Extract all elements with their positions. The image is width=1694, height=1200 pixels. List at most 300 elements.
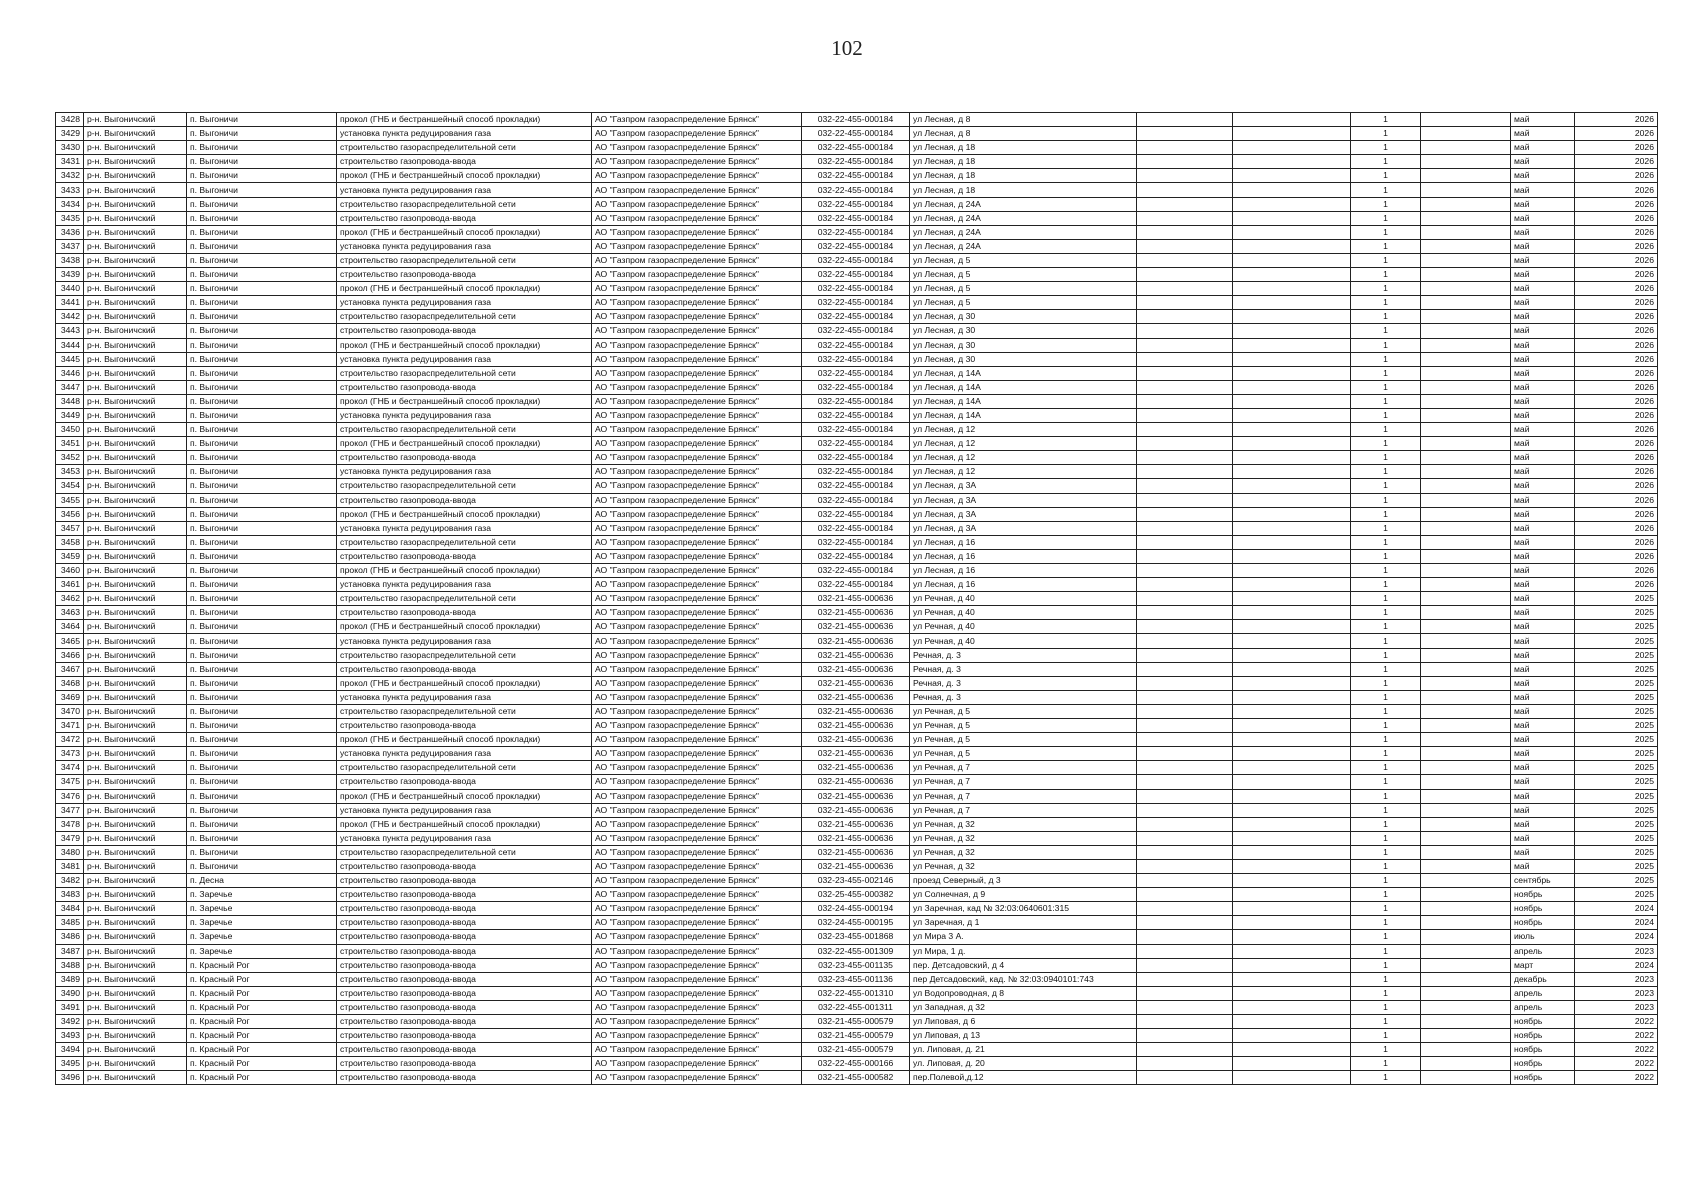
cell-work: установка пункта редуцирования газа	[337, 408, 592, 422]
cell-settlement: п. Выгоничи	[187, 507, 337, 521]
cell-extra2	[1233, 423, 1351, 437]
cell-extra3	[1421, 380, 1511, 394]
cell-num: 3466	[56, 648, 84, 662]
cell-year: 2026	[1575, 380, 1658, 394]
cell-extra1	[1137, 606, 1233, 620]
cell-num: 3495	[56, 1057, 84, 1071]
cell-extra3	[1421, 733, 1511, 747]
cell-year: 2025	[1575, 888, 1658, 902]
cell-district: р-н. Выгоничский	[84, 408, 187, 422]
table-row	[56, 1057, 1658, 1071]
cell-code: 032-23-455-001136	[802, 972, 910, 986]
cell-year: 2026	[1575, 155, 1658, 169]
cell-month: май	[1511, 268, 1575, 282]
cell-address: ул Лесная, д 8	[910, 113, 1137, 127]
cell-year: 2026	[1575, 338, 1658, 352]
cell-year: 2026	[1575, 268, 1658, 282]
cell-work: установка пункта редуцирования газа	[337, 747, 592, 761]
cell-num: 3468	[56, 676, 84, 690]
cell-address: ул Лесная, д 14А	[910, 366, 1137, 380]
cell-org: АО "Газпром газораспределение Брянск"	[592, 704, 802, 718]
table-row	[56, 676, 1658, 690]
cell-extra1	[1137, 958, 1233, 972]
cell-address: ул Лесная, д 30	[910, 310, 1137, 324]
cell-month: май	[1511, 169, 1575, 183]
cell-qty: 1	[1351, 747, 1421, 761]
cell-extra2	[1233, 817, 1351, 831]
cell-year: 2026	[1575, 465, 1658, 479]
cell-qty: 1	[1351, 535, 1421, 549]
cell-district: р-н. Выгоничский	[84, 338, 187, 352]
cell-extra1	[1137, 451, 1233, 465]
cell-org: АО "Газпром газораспределение Брянск"	[592, 493, 802, 507]
cell-extra1	[1137, 775, 1233, 789]
cell-month: ноябрь	[1511, 1029, 1575, 1043]
cell-num: 3476	[56, 789, 84, 803]
cell-extra1	[1137, 253, 1233, 267]
cell-work: установка пункта редуцирования газа	[337, 127, 592, 141]
cell-extra3	[1421, 930, 1511, 944]
cell-qty: 1	[1351, 789, 1421, 803]
cell-work: строительство газопровода-ввода	[337, 972, 592, 986]
cell-num: 3489	[56, 972, 84, 986]
cell-extra3	[1421, 324, 1511, 338]
cell-district: р-н. Выгоничский	[84, 1029, 187, 1043]
cell-month: май	[1511, 549, 1575, 563]
cell-org: АО "Газпром газораспределение Брянск"	[592, 972, 802, 986]
cell-district: р-н. Выгоничский	[84, 564, 187, 578]
cell-year: 2026	[1575, 127, 1658, 141]
cell-code: 032-21-455-000636	[802, 817, 910, 831]
cell-settlement: п. Выгоничи	[187, 803, 337, 817]
cell-district: р-н. Выгоничский	[84, 859, 187, 873]
cell-extra1	[1137, 564, 1233, 578]
cell-extra3	[1421, 479, 1511, 493]
table-row	[56, 747, 1658, 761]
cell-month: май	[1511, 493, 1575, 507]
cell-qty: 1	[1351, 282, 1421, 296]
table-row	[56, 493, 1658, 507]
cell-extra2	[1233, 874, 1351, 888]
cell-qty: 1	[1351, 1029, 1421, 1043]
cell-work: строительство газопровода-ввода	[337, 1057, 592, 1071]
cell-extra3	[1421, 1015, 1511, 1029]
cell-num: 3442	[56, 310, 84, 324]
cell-work: прокол (ГНБ и бестраншейный способ прокладки)	[337, 620, 592, 634]
cell-num: 3453	[56, 465, 84, 479]
cell-year: 2025	[1575, 648, 1658, 662]
cell-code: 032-23-455-002146	[802, 874, 910, 888]
cell-code: 032-21-455-000636	[802, 719, 910, 733]
cell-district: р-н. Выгоничский	[84, 366, 187, 380]
cell-qty: 1	[1351, 1057, 1421, 1071]
cell-month: май	[1511, 789, 1575, 803]
cell-extra3	[1421, 437, 1511, 451]
cell-code: 032-22-455-000184	[802, 324, 910, 338]
cell-extra3	[1421, 183, 1511, 197]
cell-year: 2025	[1575, 859, 1658, 873]
cell-month: май	[1511, 817, 1575, 831]
cell-settlement: п. Выгоничи	[187, 394, 337, 408]
cell-month: май	[1511, 225, 1575, 239]
cell-year: 2026	[1575, 423, 1658, 437]
cell-address: ул Лесная, д 5	[910, 282, 1137, 296]
cell-settlement: п. Выгоничи	[187, 169, 337, 183]
cell-address: ул Лесная, д 30	[910, 352, 1137, 366]
cell-settlement: п. Выгоничи	[187, 775, 337, 789]
table-row	[56, 451, 1658, 465]
cell-year: 2025	[1575, 620, 1658, 634]
cell-qty: 1	[1351, 874, 1421, 888]
cell-extra1	[1137, 578, 1233, 592]
cell-district: р-н. Выгоничский	[84, 690, 187, 704]
cell-qty: 1	[1351, 338, 1421, 352]
cell-month: май	[1511, 831, 1575, 845]
cell-num: 3456	[56, 507, 84, 521]
cell-extra2	[1233, 310, 1351, 324]
cell-extra2	[1233, 592, 1351, 606]
table-row	[56, 352, 1658, 366]
cell-qty: 1	[1351, 197, 1421, 211]
cell-extra3	[1421, 704, 1511, 718]
cell-extra2	[1233, 521, 1351, 535]
cell-code: 032-22-455-000184	[802, 197, 910, 211]
cell-extra3	[1421, 874, 1511, 888]
cell-code: 032-21-455-000636	[802, 592, 910, 606]
cell-work: установка пункта редуцирования газа	[337, 578, 592, 592]
cell-extra2	[1233, 789, 1351, 803]
table-row	[56, 817, 1658, 831]
cell-num: 3452	[56, 451, 84, 465]
cell-year: 2026	[1575, 324, 1658, 338]
cell-year: 2022	[1575, 1071, 1658, 1085]
cell-month: май	[1511, 775, 1575, 789]
cell-month: май	[1511, 282, 1575, 296]
cell-settlement: п. Выгоничи	[187, 225, 337, 239]
cell-settlement: п. Выгоничи	[187, 479, 337, 493]
cell-code: 032-21-455-000636	[802, 648, 910, 662]
cell-extra2	[1233, 268, 1351, 282]
cell-work: строительство газопровода-ввода	[337, 211, 592, 225]
cell-extra1	[1137, 211, 1233, 225]
cell-extra2	[1233, 733, 1351, 747]
cell-extra2	[1233, 141, 1351, 155]
cell-org: АО "Газпром газораспределение Брянск"	[592, 690, 802, 704]
cell-address: ул Речная, д 32	[910, 859, 1137, 873]
table-row	[56, 535, 1658, 549]
cell-work: прокол (ГНБ и бестраншейный способ прокладки)	[337, 789, 592, 803]
cell-qty: 1	[1351, 958, 1421, 972]
cell-work: строительство газопровода-ввода	[337, 958, 592, 972]
cell-month: май	[1511, 704, 1575, 718]
cell-extra2	[1233, 127, 1351, 141]
cell-address: ул Лесная, д 16	[910, 549, 1137, 563]
cell-settlement: п. Красный Рог	[187, 972, 337, 986]
cell-address: ул Лесная, д 3А	[910, 493, 1137, 507]
cell-qty: 1	[1351, 423, 1421, 437]
cell-address: пер. Детсадовский, д 4	[910, 958, 1137, 972]
cell-year: 2026	[1575, 394, 1658, 408]
cell-work: прокол (ГНБ и бестраншейный способ прокладки)	[337, 507, 592, 521]
table-row	[56, 268, 1658, 282]
cell-extra3	[1421, 169, 1511, 183]
cell-qty: 1	[1351, 253, 1421, 267]
cell-code: 032-22-455-000184	[802, 211, 910, 225]
cell-extra1	[1137, 634, 1233, 648]
cell-settlement: п. Выгоничи	[187, 296, 337, 310]
cell-code: 032-22-455-000184	[802, 535, 910, 549]
cell-address: ул Лесная, д 24А	[910, 225, 1137, 239]
cell-qty: 1	[1351, 310, 1421, 324]
cell-num: 3436	[56, 225, 84, 239]
cell-extra2	[1233, 578, 1351, 592]
cell-year: 2024	[1575, 958, 1658, 972]
cell-year: 2026	[1575, 113, 1658, 127]
cell-org: АО "Газпром газораспределение Брянск"	[592, 268, 802, 282]
cell-code: 032-22-455-000184	[802, 253, 910, 267]
cell-code: 032-21-455-000636	[802, 831, 910, 845]
cell-code: 032-22-455-000184	[802, 549, 910, 563]
cell-year: 2026	[1575, 564, 1658, 578]
cell-address: ул Лесная, д 18	[910, 169, 1137, 183]
cell-settlement: п. Красный Рог	[187, 1029, 337, 1043]
cell-district: р-н. Выгоничский	[84, 803, 187, 817]
cell-qty: 1	[1351, 578, 1421, 592]
cell-num: 3485	[56, 916, 84, 930]
cell-code: 032-21-455-000636	[802, 676, 910, 690]
cell-work: установка пункта редуцирования газа	[337, 634, 592, 648]
cell-qty: 1	[1351, 127, 1421, 141]
cell-qty: 1	[1351, 634, 1421, 648]
cell-org: АО "Газпром газораспределение Брянск"	[592, 352, 802, 366]
cell-org: АО "Газпром газораспределение Брянск"	[592, 338, 802, 352]
cell-district: р-н. Выгоничский	[84, 930, 187, 944]
cell-district: р-н. Выгоничский	[84, 704, 187, 718]
cell-extra3	[1421, 155, 1511, 169]
cell-settlement: п. Выгоничи	[187, 465, 337, 479]
cell-extra1	[1137, 183, 1233, 197]
cell-code: 032-22-455-000184	[802, 366, 910, 380]
cell-month: май	[1511, 183, 1575, 197]
cell-address: ул Речная, д 40	[910, 592, 1137, 606]
cell-org: АО "Газпром газораспределение Брянск"	[592, 437, 802, 451]
cell-month: май	[1511, 253, 1575, 267]
cell-extra2	[1233, 1015, 1351, 1029]
cell-extra2	[1233, 1000, 1351, 1014]
cell-code: 032-21-455-000636	[802, 747, 910, 761]
cell-district: р-н. Выгоничский	[84, 127, 187, 141]
cell-address: Речная, д. 3	[910, 662, 1137, 676]
cell-district: р-н. Выгоничский	[84, 592, 187, 606]
cell-settlement: п. Красный Рог	[187, 1015, 337, 1029]
cell-org: АО "Газпром газораспределение Брянск"	[592, 916, 802, 930]
cell-work: строительство газораспределительной сети	[337, 479, 592, 493]
cell-extra3	[1421, 1029, 1511, 1043]
cell-settlement: п. Выгоничи	[187, 268, 337, 282]
cell-district: р-н. Выгоничский	[84, 141, 187, 155]
cell-month: май	[1511, 690, 1575, 704]
cell-org: АО "Газпром газораспределение Брянск"	[592, 1043, 802, 1057]
cell-district: р-н. Выгоничский	[84, 620, 187, 634]
cell-work: строительство газораспределительной сети	[337, 310, 592, 324]
cell-code: 032-22-455-000184	[802, 465, 910, 479]
cell-extra2	[1233, 465, 1351, 479]
cell-year: 2026	[1575, 366, 1658, 380]
cell-year: 2025	[1575, 662, 1658, 676]
cell-org: АО "Газпром газораспределение Брянск"	[592, 634, 802, 648]
cell-code: 032-22-455-000184	[802, 437, 910, 451]
cell-extra1	[1137, 803, 1233, 817]
cell-address: ул Речная, д 32	[910, 845, 1137, 859]
cell-settlement: п. Выгоничи	[187, 183, 337, 197]
table-row	[56, 253, 1658, 267]
cell-year: 2026	[1575, 282, 1658, 296]
cell-district: р-н. Выгоничский	[84, 493, 187, 507]
cell-extra2	[1233, 676, 1351, 690]
cell-num: 3460	[56, 564, 84, 578]
cell-district: р-н. Выгоничский	[84, 719, 187, 733]
cell-work: строительство газораспределительной сети	[337, 141, 592, 155]
cell-extra1	[1137, 1000, 1233, 1014]
table-row	[56, 113, 1658, 127]
cell-settlement: п. Выгоничи	[187, 380, 337, 394]
cell-extra1	[1137, 789, 1233, 803]
table-row	[56, 916, 1658, 930]
cell-extra3	[1421, 972, 1511, 986]
cell-extra3	[1421, 338, 1511, 352]
cell-year: 2026	[1575, 296, 1658, 310]
cell-settlement: п. Выгоничи	[187, 282, 337, 296]
cell-year: 2025	[1575, 789, 1658, 803]
table-row	[56, 310, 1658, 324]
cell-address: ул Водопроводная, д 8	[910, 986, 1137, 1000]
cell-year: 2026	[1575, 437, 1658, 451]
cell-extra2	[1233, 408, 1351, 422]
cell-district: р-н. Выгоничский	[84, 268, 187, 282]
cell-year: 2025	[1575, 733, 1658, 747]
cell-extra2	[1233, 394, 1351, 408]
cell-num: 3444	[56, 338, 84, 352]
cell-qty: 1	[1351, 1043, 1421, 1057]
cell-extra1	[1137, 704, 1233, 718]
table-row	[56, 944, 1658, 958]
cell-org: АО "Газпром газораспределение Брянск"	[592, 606, 802, 620]
cell-month: май	[1511, 451, 1575, 465]
gasification-registry-table	[55, 112, 1658, 1085]
cell-year: 2025	[1575, 761, 1658, 775]
cell-month: апрель	[1511, 986, 1575, 1000]
cell-district: р-н. Выгоничский	[84, 324, 187, 338]
cell-num: 3461	[56, 578, 84, 592]
table-row	[56, 141, 1658, 155]
cell-extra3	[1421, 1057, 1511, 1071]
cell-code: 032-22-455-000184	[802, 564, 910, 578]
cell-address: ул Лесная, д 18	[910, 155, 1137, 169]
cell-extra2	[1233, 747, 1351, 761]
cell-extra2	[1233, 1057, 1351, 1071]
cell-month: май	[1511, 606, 1575, 620]
table-row	[56, 634, 1658, 648]
cell-extra3	[1421, 549, 1511, 563]
cell-num: 3445	[56, 352, 84, 366]
cell-district: р-н. Выгоничский	[84, 789, 187, 803]
cell-district: р-н. Выгоничский	[84, 239, 187, 253]
cell-code: 032-21-455-000636	[802, 620, 910, 634]
cell-qty: 1	[1351, 733, 1421, 747]
cell-num: 3438	[56, 253, 84, 267]
cell-org: АО "Газпром газораспределение Брянск"	[592, 211, 802, 225]
cell-month: ноябрь	[1511, 1015, 1575, 1029]
table-row	[56, 521, 1658, 535]
cell-extra1	[1137, 169, 1233, 183]
cell-qty: 1	[1351, 817, 1421, 831]
cell-work: строительство газопровода-ввода	[337, 944, 592, 958]
cell-year: 2025	[1575, 817, 1658, 831]
cell-extra3	[1421, 239, 1511, 253]
cell-year: 2026	[1575, 578, 1658, 592]
cell-extra1	[1137, 1071, 1233, 1085]
cell-month: март	[1511, 958, 1575, 972]
cell-district: р-н. Выгоничский	[84, 1071, 187, 1085]
cell-extra2	[1233, 761, 1351, 775]
cell-qty: 1	[1351, 296, 1421, 310]
cell-year: 2023	[1575, 986, 1658, 1000]
cell-extra2	[1233, 845, 1351, 859]
cell-extra3	[1421, 662, 1511, 676]
cell-address: ул Речная, д 32	[910, 831, 1137, 845]
cell-settlement: п. Выгоничи	[187, 437, 337, 451]
cell-extra1	[1137, 225, 1233, 239]
cell-extra2	[1233, 324, 1351, 338]
cell-extra1	[1137, 113, 1233, 127]
cell-settlement: п. Выгоничи	[187, 634, 337, 648]
cell-district: р-н. Выгоничский	[84, 902, 187, 916]
cell-work: прокол (ГНБ и бестраншейный способ прокладки)	[337, 338, 592, 352]
table-row	[56, 930, 1658, 944]
cell-qty: 1	[1351, 676, 1421, 690]
cell-qty: 1	[1351, 183, 1421, 197]
cell-year: 2023	[1575, 1000, 1658, 1014]
cell-code: 032-21-455-000636	[802, 845, 910, 859]
cell-month: май	[1511, 662, 1575, 676]
cell-num: 3457	[56, 521, 84, 535]
cell-org: АО "Газпром газораспределение Брянск"	[592, 366, 802, 380]
cell-settlement: п. Выгоничи	[187, 113, 337, 127]
cell-extra3	[1421, 423, 1511, 437]
cell-month: май	[1511, 155, 1575, 169]
cell-extra3	[1421, 521, 1511, 535]
cell-extra3	[1421, 408, 1511, 422]
cell-district: р-н. Выгоничский	[84, 535, 187, 549]
cell-qty: 1	[1351, 493, 1421, 507]
cell-district: р-н. Выгоничский	[84, 958, 187, 972]
cell-district: р-н. Выгоничский	[84, 733, 187, 747]
cell-settlement: п. Заречье	[187, 944, 337, 958]
cell-address: ул Речная, д 7	[910, 775, 1137, 789]
cell-district: р-н. Выгоничский	[84, 465, 187, 479]
table-row	[56, 366, 1658, 380]
cell-extra1	[1137, 817, 1233, 831]
cell-settlement: п. Заречье	[187, 916, 337, 930]
cell-year: 2026	[1575, 479, 1658, 493]
cell-num: 3488	[56, 958, 84, 972]
cell-code: 032-22-455-000184	[802, 183, 910, 197]
cell-org: АО "Газпром газораспределение Брянск"	[592, 874, 802, 888]
cell-org: АО "Газпром газораспределение Брянск"	[592, 521, 802, 535]
table-row	[56, 155, 1658, 169]
cell-extra2	[1233, 225, 1351, 239]
cell-num: 3459	[56, 549, 84, 563]
